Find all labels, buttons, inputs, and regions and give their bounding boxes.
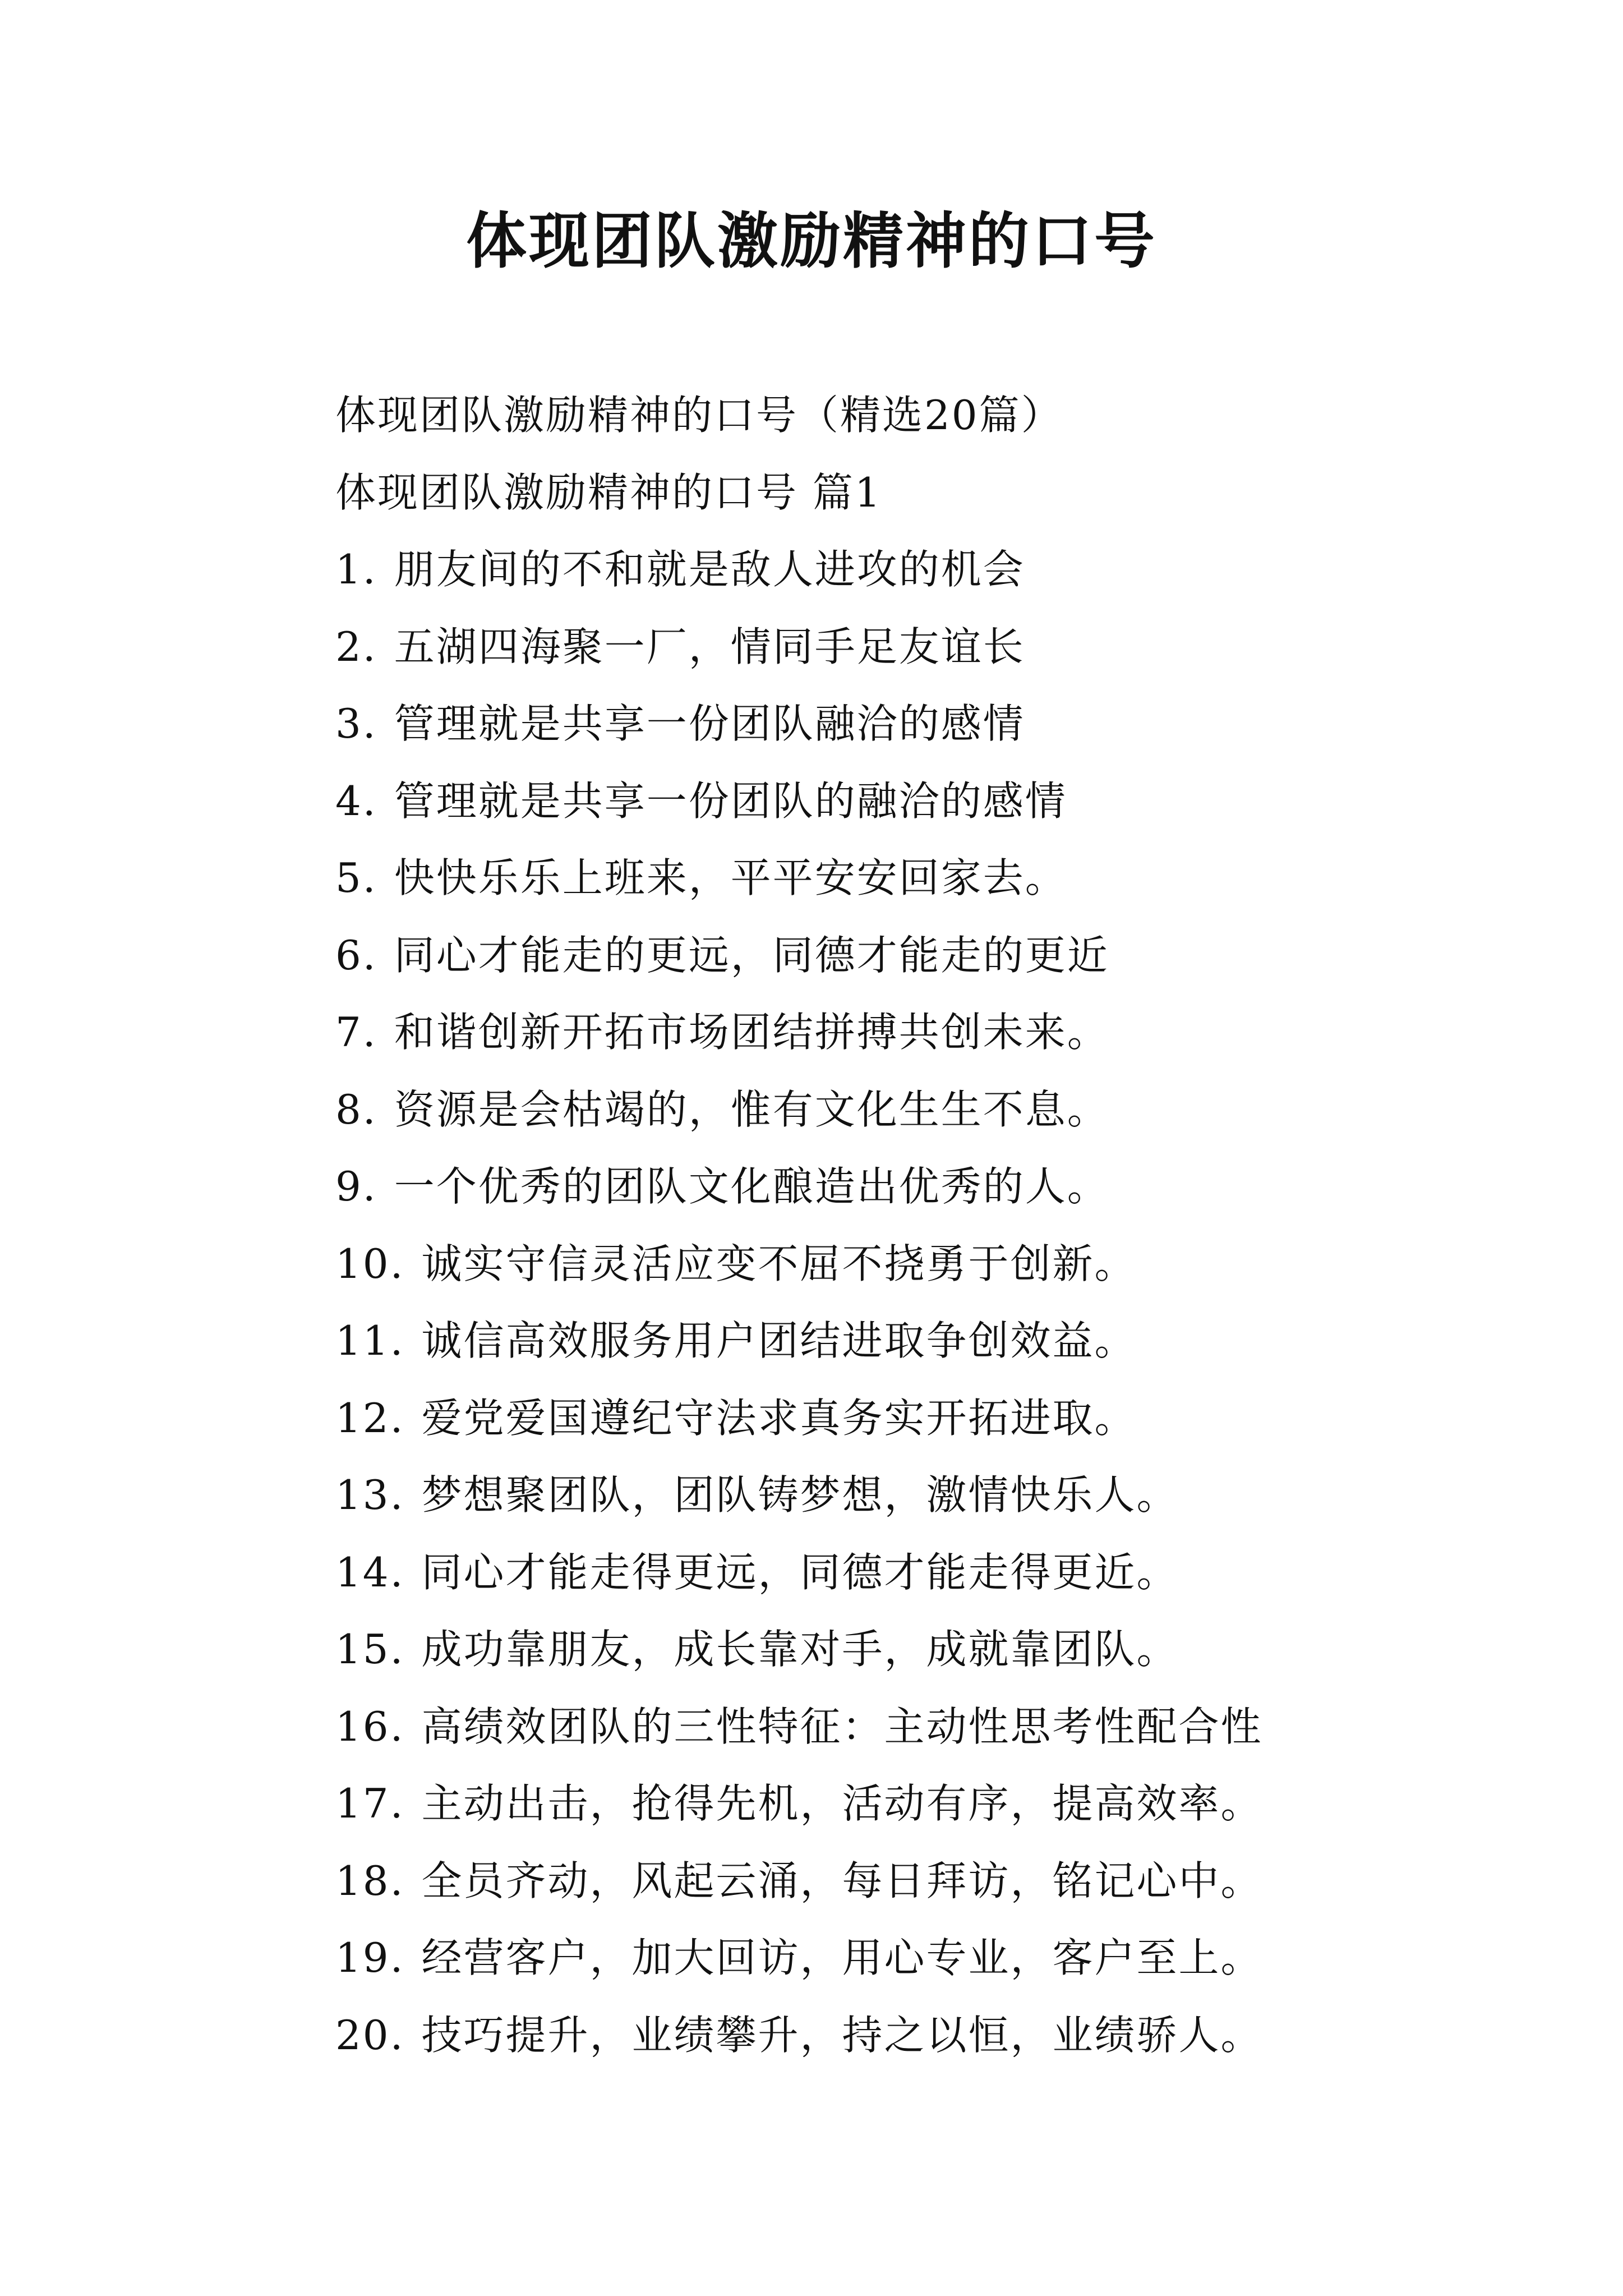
list-item-text: 五湖四海聚一厂，情同手足友谊长 — [394, 623, 1025, 670]
list-item-text: 爱党爱国遵纪守法求真务实开拓进取。 — [421, 1394, 1137, 1442]
intro-line: 体现团队激励精神的口号（精选20篇） — [335, 392, 1063, 439]
list-item-number: 7. — [335, 1009, 377, 1056]
list-item-number: 14. — [335, 1548, 405, 1596]
list-item — [335, 1997, 1513, 2074]
document-title: 体现团队激励精神的口号 — [465, 206, 1157, 277]
list-item-number: 17. — [335, 1780, 405, 1827]
list-item-text: 梦想聚团队，团队铸梦想，激情快乐人。 — [421, 1471, 1179, 1519]
list-item — [335, 1380, 1513, 1457]
list-item-text: 一个优秀的团队文化酿造出优秀的人。 — [394, 1163, 1109, 1210]
list-item-text: 主动出击，抢得先机，活动有序，提高效率。 — [421, 1780, 1263, 1827]
list-item — [335, 1534, 1513, 1612]
list-item-number: 12. — [335, 1394, 405, 1442]
list-item-text: 同心才能走的更远，同德才能走的更近 — [394, 931, 1109, 979]
list-item-number: 5. — [335, 854, 377, 901]
list-item-number: 16. — [335, 1703, 405, 1750]
list-item-number: 3. — [335, 700, 377, 747]
list-item-text: 管理就是共享一份团队融洽的感情 — [394, 700, 1025, 747]
list-item — [335, 1920, 1513, 1997]
list-item — [335, 1688, 1513, 1766]
list-item — [335, 840, 1513, 917]
list-item-number: 1. — [335, 546, 377, 593]
list-item-number: 6. — [335, 931, 377, 979]
list-item — [335, 531, 1513, 609]
list-item-text: 管理就是共享一份团队的融洽的感情 — [394, 777, 1067, 825]
list-item — [335, 1303, 1513, 1380]
list-item-text: 经营客户，加大回访，用心专业，客户至上。 — [421, 1934, 1263, 1981]
list-item-text: 全员齐动，风起云涌，每日拜访，铭记心中。 — [421, 1857, 1263, 1904]
list-item-text: 和谐创新开拓市场团结拼搏共创未来。 — [394, 1009, 1109, 1056]
list-item-number: 19. — [335, 1934, 405, 1981]
list-item — [335, 685, 1513, 763]
list-item-number: 20. — [335, 2011, 405, 2059]
list-item-number: 15. — [335, 1626, 405, 1673]
list-item-text: 诚信高效服务用户团结进取争创效益。 — [421, 1317, 1137, 1364]
list-item — [335, 1071, 1513, 1149]
list-item-number: 9. — [335, 1163, 377, 1210]
list-item-text: 资源是会枯竭的，惟有文化生生不息。 — [394, 1085, 1109, 1133]
list-item-number: 18. — [335, 1857, 405, 1904]
list-item-number: 13. — [335, 1471, 405, 1519]
list-item-text: 同心才能走得更远，同德才能走得更近。 — [421, 1548, 1179, 1596]
list-item-text: 成功靠朋友，成长靠对手，成就靠团队。 — [421, 1626, 1179, 1673]
list-item-number: 11. — [335, 1317, 405, 1364]
list-item-number: 8. — [335, 1085, 377, 1133]
list-item — [335, 994, 1513, 1071]
document-body — [335, 377, 1513, 2074]
list-item — [335, 1226, 1513, 1303]
list-item-text: 高绩效团队的三性特征：主动性思考性配合性 — [421, 1703, 1263, 1750]
list-item-number: 4. — [335, 777, 377, 825]
list-item — [335, 1611, 1513, 1688]
list-item-number: 10. — [335, 1240, 405, 1287]
list-item-text: 朋友间的不和就是敌人进攻的机会 — [394, 546, 1025, 593]
list-item — [335, 1457, 1513, 1534]
list-item — [335, 763, 1513, 840]
list-item-number: 2. — [335, 623, 377, 670]
list-item-text: 技巧提升，业绩攀升，持之以恒，业绩骄人。 — [421, 2011, 1263, 2059]
section-heading: 体现团队激励精神的口号 篇1 — [335, 468, 882, 516]
list-item — [335, 917, 1513, 995]
list-item — [335, 609, 1513, 686]
list-item-text: 诚实守信灵活应变不屈不挠勇于创新。 — [421, 1240, 1137, 1287]
list-item — [335, 1843, 1513, 1920]
slogan-list — [335, 531, 1513, 2074]
list-item — [335, 1148, 1513, 1226]
list-item-text: 快快乐乐上班来，平平安安回家去。 — [394, 854, 1067, 901]
list-item — [335, 1765, 1513, 1843]
